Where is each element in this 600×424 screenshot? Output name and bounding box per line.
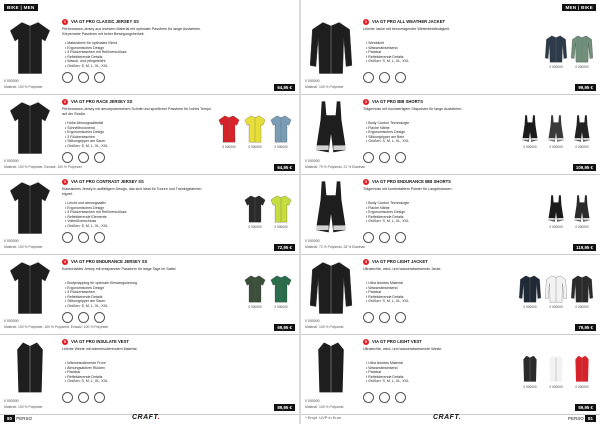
variant-label: 0 000000 [274,305,288,309]
feature-icons [62,72,105,83]
variant-swatch-icon [243,114,267,144]
product-number-badge: 2 [62,99,68,105]
product-image [4,99,56,157]
variant-label: 0 000000 [523,305,537,309]
color-variants [544,34,594,69]
feature-icons [363,152,406,163]
breathable-icon [62,232,73,243]
feature-item: • Ergonomisches Design [65,206,205,211]
feature-item: • Schnelltrocknend [65,126,205,131]
product-number-badge: 5 [363,339,369,345]
feature-item: • Reflektierende Details [65,295,205,300]
product-name: VIA GT PRO CONTRAST JERSEY SS [71,179,144,184]
product-number-badge: 4 [363,259,369,265]
breathable-icon [62,72,73,83]
product-sku: 0 000000 [4,399,19,403]
product-sku: 0 000000 [4,159,19,163]
product-number-badge: 2 [363,99,369,105]
page-number: 81 [585,415,596,422]
variant-swatch-icon [570,114,594,144]
product-block [301,94,600,175]
reflective-icon [94,392,105,403]
product-image [4,19,56,77]
product-name: VIA GT PRO ENDURANCE JERSEY SS [71,259,148,264]
color-variant [518,114,542,149]
feature-list [65,201,205,229]
breathable-icon [62,392,73,403]
variant-label: 0 000000 [575,65,589,69]
feature-item: • Ergonomisches Design [366,130,506,135]
feature-item: • Ergonomisches Design [65,46,205,51]
product-number-badge: 5 [62,339,68,345]
feature-list [65,281,205,309]
product-number-badge: 4 [62,259,68,265]
feature-item: • Bodymapping für optimale Klimaregulierung [65,281,205,286]
product-block [0,254,299,335]
color-variant [570,34,594,69]
feature-icons [363,72,406,83]
fit-icon [379,232,390,243]
price-tag: 72,95 € [274,244,295,251]
variant-label: 0 000000 [549,385,563,389]
feature-item: • Reflektierende Details [366,55,506,60]
feature-item: • Ergonomisches Design [366,210,506,215]
reflective-icon [395,72,406,83]
product-block [301,174,600,255]
feature-item: • Packbar [366,370,506,375]
feature-item: • Wasserabweisend [366,366,506,371]
brand-logo: CRAFT. [433,414,462,421]
feature-list [366,121,506,144]
price-tag: 119,95 € [573,244,596,251]
feature-item: • Ergonomisches Design [65,130,205,135]
feature-icons [62,152,105,163]
color-variant [269,114,293,149]
product-name: VIA GT PRO RACE JERSEY SS [71,99,133,104]
color-variant [544,114,568,149]
color-variant [518,274,542,309]
feature-item: • Atmungsaktiver Rücken [65,366,205,371]
fit-icon [78,152,89,163]
color-variant [518,354,542,389]
feature-item: • Wasserabweisend [366,286,506,291]
price-tag: 59,95 € [575,404,596,411]
variant-label: 0 000000 [549,65,563,69]
color-variant [544,354,568,389]
variant-swatch-icon [544,34,568,64]
material-info: Material: 100 % Polyester [305,85,344,89]
product-name: VIA GT PRO ENDURANCE BIB SHORTS [372,179,451,184]
product-description: Performance-Jersey mit aerodynamischem Schnitt und sportlicher Passform für hohes Tempo auf der Straße. [62,107,211,116]
reflective-icon [395,312,406,323]
price-tag: 64,95 € [274,84,295,91]
feature-item: • Wasch- und pflegeleicht [65,59,205,64]
reflective-icon [94,72,105,83]
fit-icon [379,392,390,403]
product-block [0,174,299,255]
breathable-icon [62,312,73,323]
feature-item: • Reflektierende Elemente [65,215,205,220]
reflective-icon [94,312,105,323]
feature-item: • Reflektierende Details [65,55,205,60]
variant-label: 0 000000 [248,305,262,309]
product-number-badge: 1 [62,19,68,25]
product-sku: 0 000000 [305,399,320,403]
color-variant [243,194,267,229]
variant-swatch-icon [269,194,293,224]
feature-item: • Ultra leichtes Material [366,281,506,286]
product-sku: 0 000000 [305,239,320,243]
reflective-icon [395,232,406,243]
price-tag: 79,95 € [575,324,596,331]
breathable-icon [363,152,374,163]
feature-item: • Ergonomisches Design [65,286,205,291]
product-name: VIA GT PRO BIB SHORTS [372,99,424,104]
variant-swatch-icon [518,274,542,304]
feature-list [65,121,205,149]
feature-item: • Größen: S, M, L, XL, XXL [366,219,506,224]
page-tag: MEN | BIKE [562,4,596,11]
variant-swatch-icon [570,34,594,64]
fit-icon [78,312,89,323]
price-tag: 109,95 € [573,164,596,171]
product-image [305,259,357,317]
product-block [0,334,299,415]
product-description: Ultraleichte, wind- und wasserabweisende Weste. [363,347,443,351]
feature-item: • 3 Rückentaschen mit Reißverschluss [65,50,205,55]
variant-swatch-icon [570,194,594,224]
feature-icons [363,232,406,243]
product-block [301,254,600,335]
feature-item: • Größen: S, M, L, XL, XXL [65,144,205,149]
variant-swatch-icon [544,114,568,144]
brand-logo: CRAFT. [132,414,161,421]
reflective-icon [395,152,406,163]
breathable-icon [363,72,374,83]
color-variant [269,274,293,309]
product-number-badge: 3 [62,179,68,185]
feature-item: • Flache Nähte [366,126,506,131]
feature-list [366,41,506,64]
feature-item: • Vollreißverschluss [65,219,205,224]
feature-item: • Größen: S, M, L, XL, XXL [65,64,205,69]
feature-item: • Reflektierende Details [366,295,506,300]
price-tag: 64,95 € [274,164,295,171]
variant-swatch-icon [544,274,568,304]
breathable-icon [363,312,374,323]
feature-item: • Größen: S, M, L, XL, XXL [65,379,205,384]
variant-label: 0 000000 [222,145,236,149]
variant-label: 0 000000 [549,305,563,309]
product-description: Leichte Weste mit wärmeisolierendem Material. [62,347,138,351]
feature-item: • 3 Rückentaschen mit Reißverschluss [65,210,205,215]
product-sku: 0 000000 [4,79,19,83]
feature-item: • Body Control Technologie [366,201,506,206]
variant-label: 0 000000 [523,385,537,389]
feature-item: • Reflektierende Details [65,375,205,380]
product-description: Trägerhose mit hochwertigem Sitzpolster für lange Ausfahrten. [363,107,463,111]
product-number-badge: 1 [363,19,369,25]
product-name: VIA GT PRO LIGHT VEST [372,339,422,344]
variant-swatch-icon [518,114,542,144]
variant-label: 0 000000 [575,305,589,309]
color-variants [544,194,594,229]
feature-item: • Flache Nähte [366,206,506,211]
page-footer [568,416,596,421]
material-info: Material: 79 % Polyamid, 21 % Elasthan [305,165,366,169]
feature-item: • Größen: S, M, L, XL, XXL [366,299,506,304]
product-sku: 0 000000 [4,319,19,323]
product-sku: 0 000000 [305,159,320,163]
feature-list [366,281,506,304]
product-name: VIA GT PRO INSULATE VEST [71,339,129,344]
feature-icons [363,312,406,323]
material-info: Material: 100 % Polyamid [305,325,344,329]
feature-list [65,41,205,69]
variant-label: 0 000000 [274,225,288,229]
feature-item: • Materialmix für optimales Klima [65,41,205,46]
variant-label: 0 000000 [575,385,589,389]
feature-list [65,361,205,384]
breathable-icon [363,392,374,403]
feature-item: • Body Control Technologie [366,121,506,126]
color-variant [570,354,594,389]
material-info: Material: 100 % Polyester, 100 % Polyamid, Einsatz: 100 % Polyester [4,325,109,329]
feature-list [366,361,506,384]
product-image [4,179,56,237]
feature-item: • Größen: S, M, L, XL, XXL [366,139,506,144]
product-sku: 0 000000 [305,319,320,323]
price-tag: 99,95 € [575,84,596,91]
feature-item: • Winddicht [366,41,506,46]
color-variant [243,274,267,309]
product-number-badge: 3 [363,179,369,185]
product-block [301,14,600,95]
feature-item: • Ultra leichtes Material [366,361,506,366]
color-variant [243,114,267,149]
feature-item: • Reflektierende Details [366,215,506,220]
product-name: VIA GT PRO ALL WEATHER JACKET [372,19,446,24]
color-variant [544,34,568,69]
variant-swatch-icon [544,354,568,384]
feature-item: • Größen: S, M, L, XL, XXL [366,59,506,64]
feature-item: • Wasserabweisend [366,46,506,51]
fit-icon [379,312,390,323]
feature-icons [62,312,105,323]
fit-icon [78,392,89,403]
feature-item: • Wärmeisolierende Front [65,361,205,366]
feature-item: • Hohe Atmungsaktivität [65,121,205,126]
feature-item: • Packbar [366,290,506,295]
page-number: 80 [4,415,15,422]
product-name: VIA GT PRO CLASSIC JERSEY SS [71,19,139,24]
feature-item: • Silikongripper am Saum [65,299,205,304]
variant-swatch-icon [217,114,241,144]
variant-label: 0 000000 [523,145,537,149]
reflective-icon [395,392,406,403]
product-description: Klassisches Jersey in auffälligem Design, das sich ideal für Touren und Trainingsfahrten eignet. [62,187,202,196]
feature-icons [363,392,406,403]
price-tag: 69,95 € [274,324,295,331]
feature-item: • Silikongripper am Saum [65,139,205,144]
variant-label: 0 000000 [248,145,262,149]
product-block [0,94,299,175]
fit-icon [379,152,390,163]
breathable-icon [363,232,374,243]
feature-item: • Reflektierende Details [366,375,506,380]
variant-swatch-icon [570,274,594,304]
feature-item: • Größen: S, M, L, XL, XXL [65,224,205,229]
material-info: Material: 100 % Polyester [4,245,43,249]
variant-swatch-icon [570,354,594,384]
color-variant [544,274,568,309]
feature-item: • Packbar [65,370,205,375]
variant-label: 0 000000 [248,225,262,229]
fit-icon [78,72,89,83]
feature-icons [62,232,105,243]
material-info: Material: 100 % Polyester [4,405,43,409]
product-description: Trägerhose mit komfortablem Polster für Langdistanzen. [363,187,453,191]
feature-icons [62,392,105,403]
price-tag: 89,95 € [274,404,295,411]
color-variant [570,274,594,309]
feature-item: • Größen: S, M, L, XL, XXL [65,304,205,309]
product-image [305,179,357,237]
product-name: VIA GT PRO LIGHT JACKET [372,259,428,264]
right-page [301,0,600,424]
color-variants [518,274,594,309]
feature-item: • Leicht und atmungsaktiv [65,201,205,206]
product-image [305,339,357,397]
variant-label: 0 000000 [575,225,589,229]
variant-swatch-icon [518,354,542,384]
breathable-icon [62,152,73,163]
variant-swatch-icon [269,274,293,304]
variant-label: 0 000000 [575,145,589,149]
feature-item: • Größen: S, M, L, XL, XXL [366,379,506,384]
fit-icon [379,72,390,83]
variant-label: 0 000000 [549,225,563,229]
reflective-icon [94,152,105,163]
product-image [4,259,56,317]
product-sku: 0 000000 [4,239,19,243]
variant-swatch-icon [243,274,267,304]
variant-swatch-icon [269,114,293,144]
page-footer [4,416,32,421]
fit-icon [78,232,89,243]
feature-item: • Packbar [366,50,506,55]
product-description: Leichte Jacke mit hervorragender Wetterbeständigkeit. [363,27,451,31]
color-variants [243,194,293,229]
product-image [4,339,56,397]
color-variants [217,114,293,149]
color-variant [544,194,568,229]
product-description: Ultraleichte, wind- und wasserabweisende Jacke. [363,267,442,271]
color-variants [518,114,594,149]
product-sku: 0 000000 [305,79,320,83]
variant-swatch-icon [544,194,568,224]
feature-item: • Silikongripper am Bein [366,135,506,140]
product-description: Performance-Jersey aus leichtem Material mit optimaler Passform für lange Ausfahrten. Körpernahe Passform mit hoher Bewegungsfreiheit. [62,27,202,36]
material-info: Material: 100 % Polyamid [305,405,344,409]
color-variants [243,274,293,309]
feature-list [366,201,506,224]
color-variants [518,354,594,389]
color-variant [217,114,241,149]
product-description: Komfortables Jersey mit entspannter Passform für lange Tage im Sattel. [62,267,177,271]
feature-item: • 3 Rückentaschen [65,135,205,140]
product-image [305,19,357,77]
variant-label: 0 000000 [549,145,563,149]
section-label: PERSO [16,416,33,421]
color-variant [570,114,594,149]
color-variant [570,194,594,229]
feature-item: • 3 Rückentaschen [65,290,205,295]
left-page [0,0,299,424]
variant-label: 0 000000 [274,145,288,149]
product-block [0,14,299,95]
material-info: Material: 100 % Polyester, Einsatz: 100 % Polyester [4,165,83,169]
product-image [305,99,357,157]
color-variant [269,194,293,229]
variant-swatch-icon [243,194,267,224]
product-block [301,334,600,415]
section-label: PERSO [567,416,584,421]
page-tag: BIKE | MEN [4,4,38,11]
price-note: * Empf. UVP in Euro [305,415,342,420]
material-info: Material: 72 % Polyamid, 28 % Elasthan [305,245,366,249]
reflective-icon [94,232,105,243]
material-info: Material: 100 % Polyester [4,85,43,89]
